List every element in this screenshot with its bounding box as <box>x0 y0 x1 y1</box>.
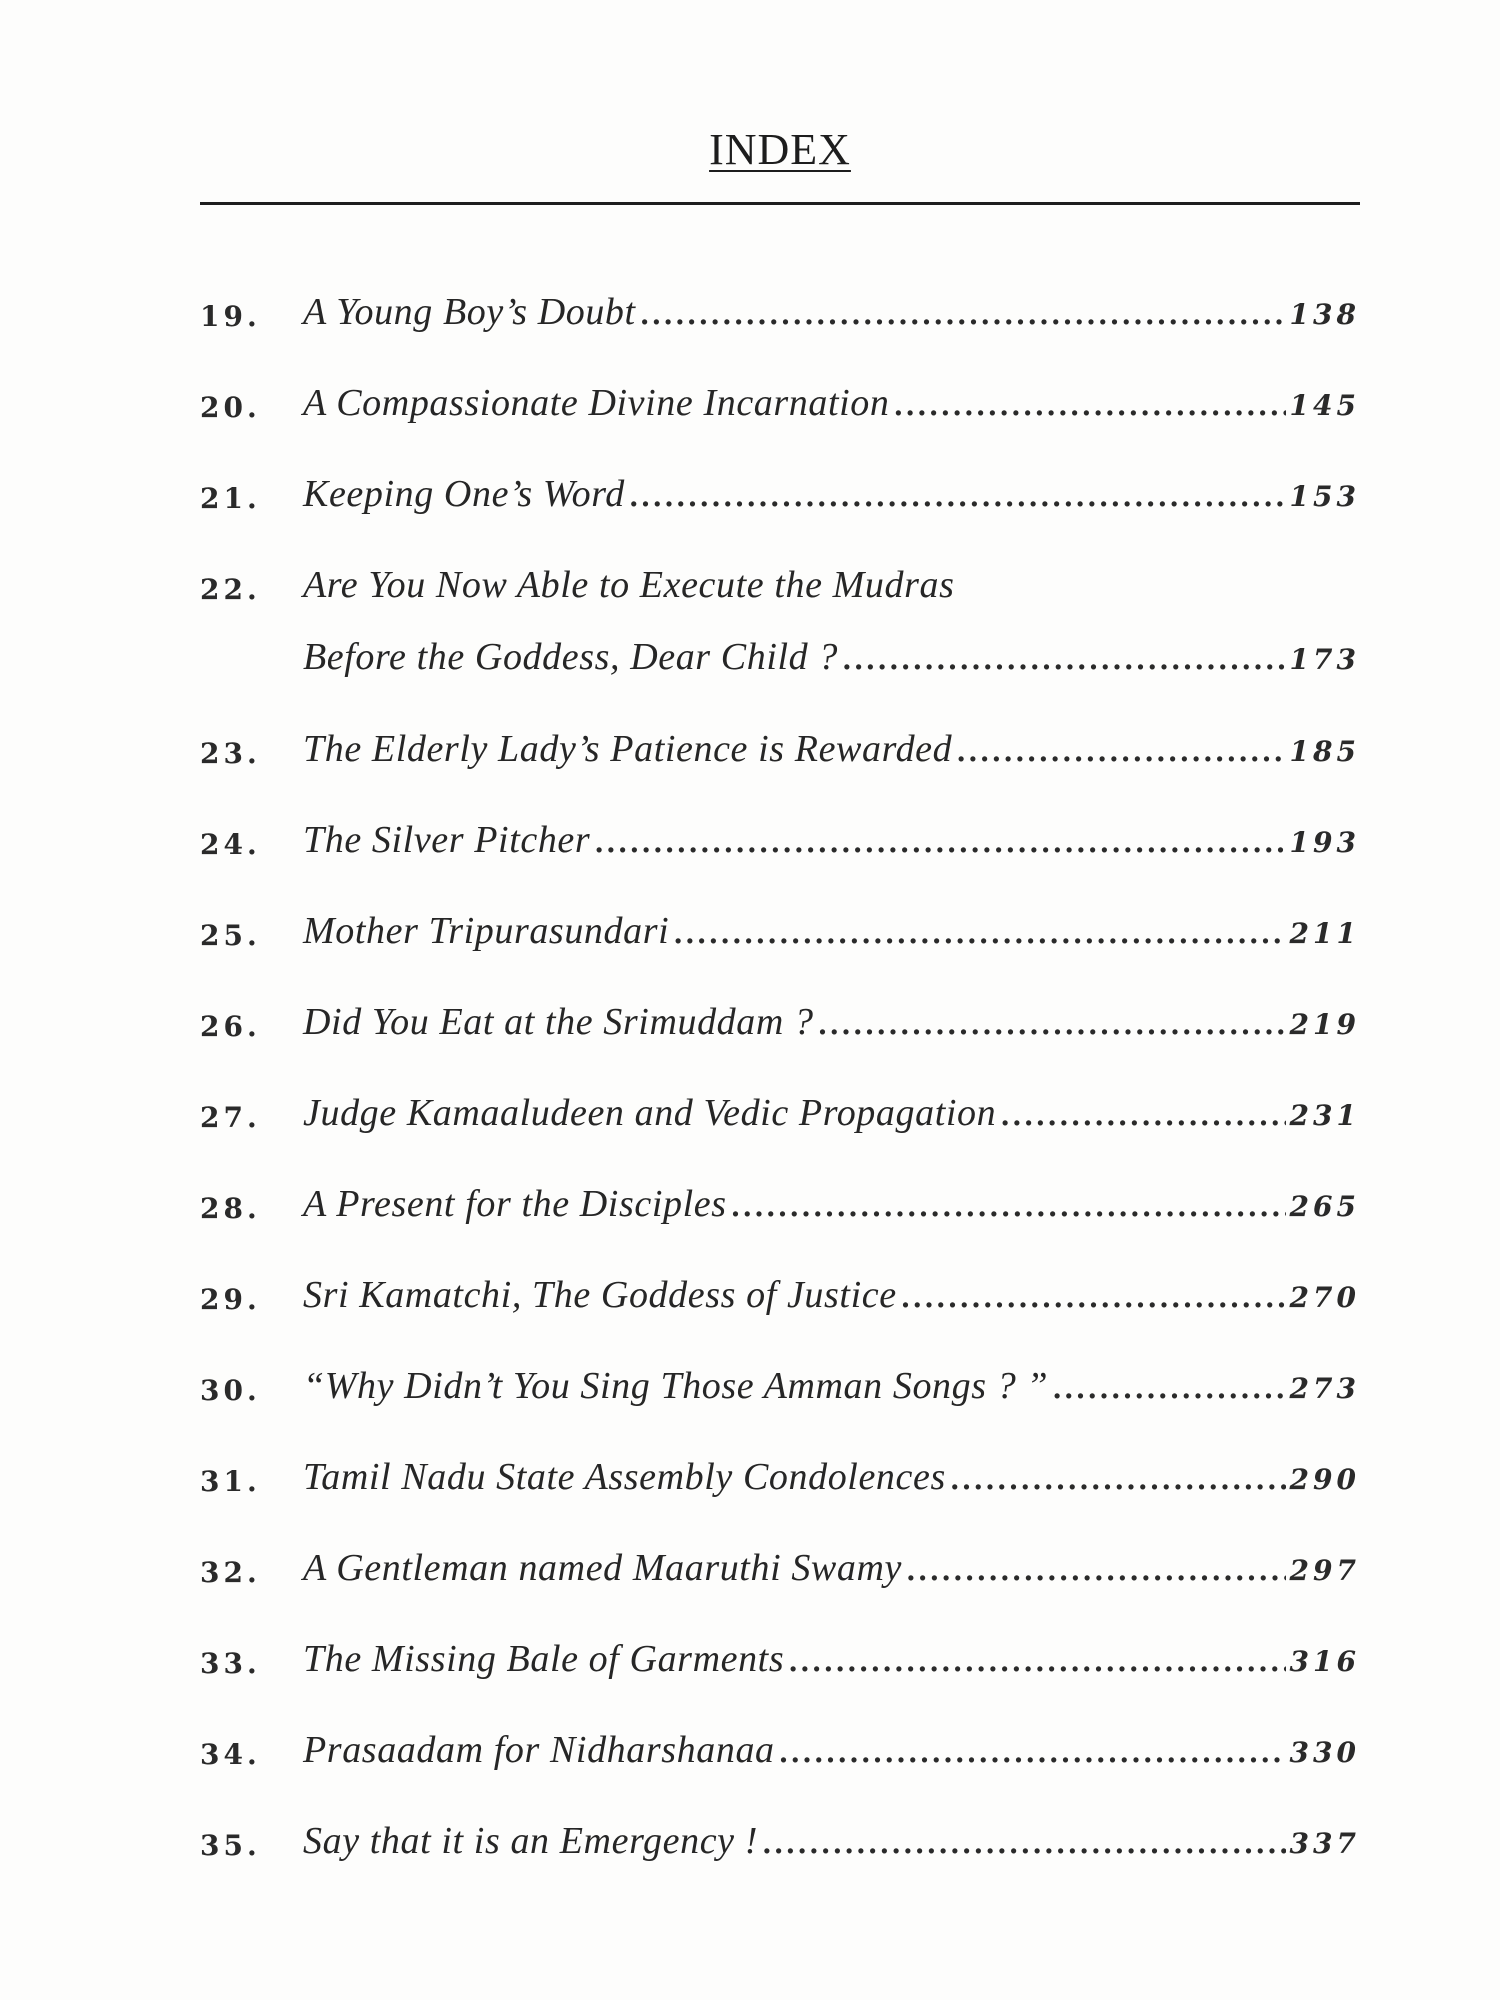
page-title: INDEX <box>709 125 851 174</box>
toc-entry[interactable] <box>200 1000 1360 1060</box>
toc-entry[interactable] <box>200 727 1360 787</box>
entry-title[interactable]: Tamil Nadu State Assembly Condolences <box>303 1456 946 1498</box>
toc-entry[interactable] <box>200 909 1360 969</box>
entry-title[interactable]: Did You Eat at the Srimuddam ? <box>303 1001 814 1043</box>
toc-entry[interactable] <box>200 1637 1360 1697</box>
dot-leader <box>950 1463 1286 1496</box>
dot-leader <box>906 1554 1286 1587</box>
entry-title[interactable]: A Gentleman named Maaruthi Swamy <box>303 1547 902 1589</box>
toc-entry[interactable] <box>200 1182 1360 1242</box>
dot-leader <box>901 1281 1286 1314</box>
entry-page-number: 211 <box>1289 917 1360 950</box>
entry-title[interactable]: Keeping One’s Word <box>303 473 625 515</box>
entry-number: 25. <box>200 919 261 952</box>
entry-page-number: 193 <box>1289 826 1360 859</box>
entry-page-number: 265 <box>1289 1190 1360 1223</box>
entry-page-number: 145 <box>1289 389 1360 422</box>
entry-page-number: 185 <box>1289 735 1360 768</box>
entry-page-number: 231 <box>1289 1099 1360 1132</box>
entry-number: 22. <box>200 573 261 606</box>
dot-leader <box>762 1827 1286 1860</box>
entry-page-number: 290 <box>1289 1463 1360 1496</box>
toc-entry[interactable] <box>200 818 1360 878</box>
entry-title[interactable]: Mother Tripurasundari <box>303 910 670 952</box>
dot-leader <box>956 735 1285 768</box>
entry-number: 30. <box>200 1374 261 1407</box>
title-rule <box>200 202 1360 205</box>
entry-page-number: 337 <box>1289 1827 1360 1860</box>
entry-title[interactable]: Sri Kamatchi, The Goddess of Justice <box>303 1274 897 1316</box>
toc-entry[interactable] <box>200 1364 1360 1424</box>
toc-entry[interactable] <box>200 1819 1360 1879</box>
dot-leader <box>788 1645 1285 1678</box>
entry-title[interactable]: Prasaadam for Nidharshanaa <box>303 1729 775 1771</box>
entry-number: 35. <box>200 1829 261 1862</box>
toc-entry[interactable] <box>200 472 1360 532</box>
entry-page-number: 297 <box>1289 1554 1360 1587</box>
entry-number: 32. <box>200 1556 261 1589</box>
dot-leader <box>731 1190 1286 1223</box>
toc-entry[interactable] <box>200 381 1360 441</box>
entry-page-number: 153 <box>1289 480 1360 513</box>
entry-page-number: 138 <box>1289 298 1360 331</box>
entry-number: 21. <box>200 482 261 515</box>
dot-leader <box>894 389 1286 422</box>
dot-leader <box>594 826 1285 859</box>
toc-entry[interactable] <box>200 1091 1360 1151</box>
toc-entry[interactable] <box>200 1546 1360 1606</box>
dot-leader <box>673 917 1285 950</box>
entry-title[interactable]: “Why Didn’t You Sing Those Amman Songs ? ” <box>303 1365 1049 1407</box>
entry-number: 33. <box>200 1647 261 1680</box>
dot-leader <box>1052 1372 1285 1405</box>
entry-number: 27. <box>200 1101 261 1134</box>
toc-entry[interactable] <box>200 1273 1360 1333</box>
entry-page-number: 270 <box>1289 1281 1360 1314</box>
entry-number: 26. <box>200 1010 261 1043</box>
dot-leader <box>1000 1099 1285 1132</box>
dot-leader <box>842 643 1286 676</box>
entry-title[interactable]: A Compassionate Divine Incarnation <box>303 382 890 424</box>
toc-entry[interactable] <box>200 290 1360 350</box>
entry-page-number: 330 <box>1289 1736 1360 1769</box>
entry-title[interactable]: The Elderly Lady’s Patience is Rewarded <box>303 728 953 770</box>
entry-number: 24. <box>200 828 261 861</box>
entry-number: 29. <box>200 1283 261 1316</box>
entry-page-number: 273 <box>1289 1372 1360 1405</box>
entry-page-number: 173 <box>1289 643 1360 676</box>
entry-number: 19. <box>200 300 261 333</box>
entry-title[interactable]: The Silver Pitcher <box>303 819 591 861</box>
entry-title[interactable]: A Young Boy’s Doubt <box>303 291 636 333</box>
entry-title[interactable]: Before the Goddess, Dear Child ? <box>303 636 838 678</box>
entry-title-line1[interactable]: Are You Now Able to Execute the Mudras <box>303 564 955 606</box>
entry-title[interactable]: The Missing Bale of Garments <box>303 1638 785 1680</box>
toc-entry[interactable] <box>200 563 1360 695</box>
dot-leader <box>629 480 1286 513</box>
toc-entry[interactable] <box>200 1728 1360 1788</box>
entry-number: 34. <box>200 1738 261 1771</box>
toc-entry[interactable] <box>200 1455 1360 1515</box>
entry-page-number: 219 <box>1289 1008 1360 1041</box>
entry-title[interactable]: Say that it is an Emergency ! <box>303 1820 758 1862</box>
entry-title[interactable]: A Present for the Disciples <box>303 1183 727 1225</box>
dot-leader <box>779 1736 1286 1769</box>
entry-number: 20. <box>200 391 261 424</box>
entry-number: 31. <box>200 1465 261 1498</box>
entry-title[interactable]: Judge Kamaaludeen and Vedic Propagation <box>303 1092 997 1134</box>
entry-number: 28. <box>200 1192 261 1225</box>
dot-leader <box>640 298 1286 331</box>
entry-number: 23. <box>200 737 261 770</box>
dot-leader <box>818 1008 1286 1041</box>
entry-page-number: 316 <box>1289 1645 1360 1678</box>
